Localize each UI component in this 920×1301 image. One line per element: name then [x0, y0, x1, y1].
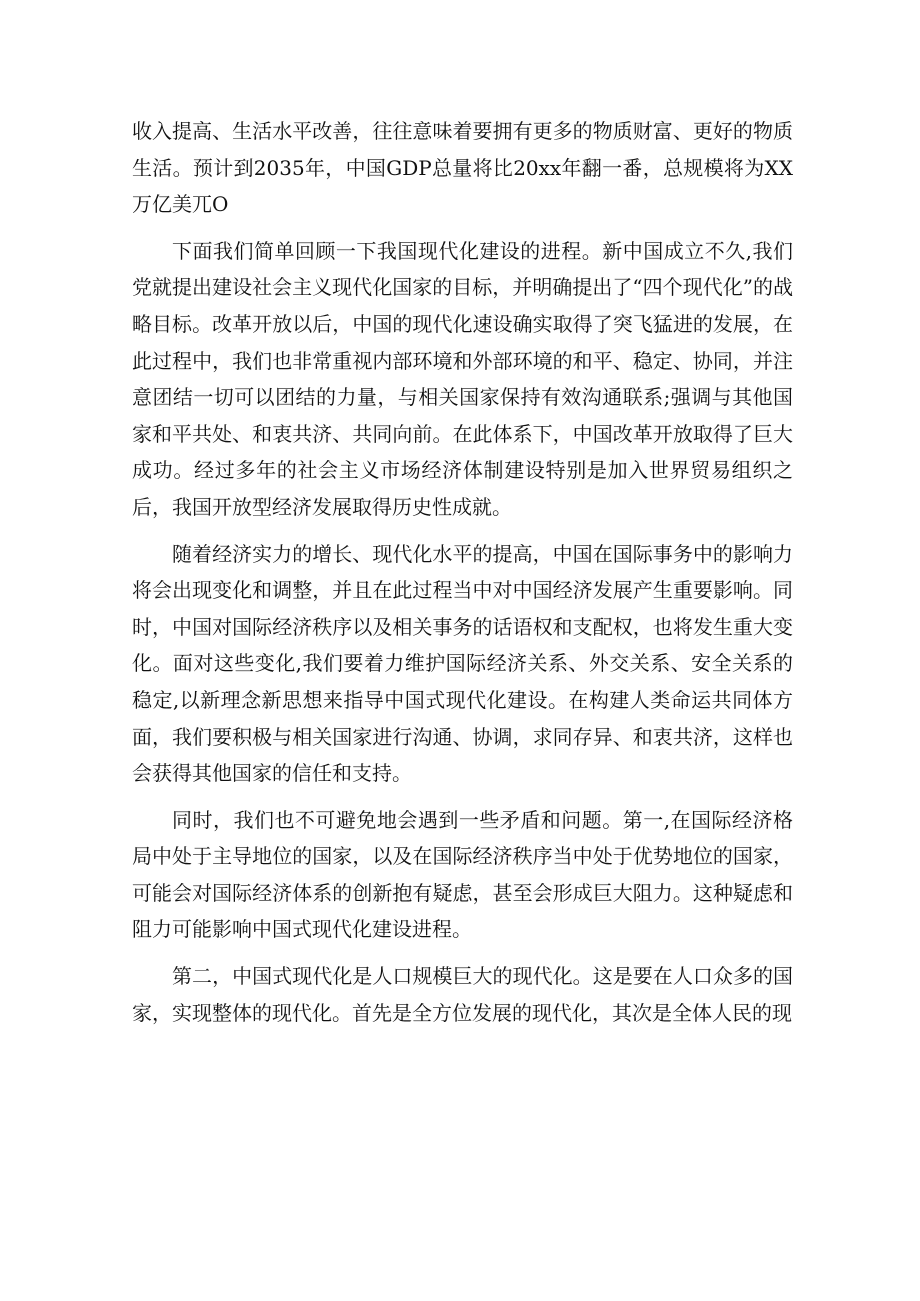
document-body — [132, 113, 793, 1041]
paragraph-international-influence: 随着经济实力的增长、现代化水平的提高，中国在国际事务中的影响力将会出现变化和调整，并且在此过程当中对中国经济发展产生重要影响。同时，中国对国际经济秩序以及相关事务的话语权和支配权，也将发生重大变化。面对这些变化,我们要着力维护国际经济关系、外交关系、安全关系的稳定,以新理念新思想来指导中国式现代化建设。在构建人类命运共同体方面，我们要积极与相关国家进行沟通、协调，求同存异、和衷共济，这样也会获得其他国家的信任和支持。 — [132, 541, 793, 786]
paragraph-contradictions-first: 同时，我们也不可避免地会遇到一些矛盾和问题。第一,在国际经济格局中处于主导地位的国家，以及在国际经济秩序当中处于优势地位的国家，可能会对国际经济体系的创新抱有疑虑，甚至会形成巨大阻力。这种疑虑和阻力可能影响中国式现代化建设进程。 — [132, 807, 793, 942]
paragraph-continuation: 收入提高、生活水平改善，往往意味着要拥有更多的物质财富、更好的物质生活。预计到2035年，中国GDP总量将比20xx年翻一番，总规模将为XX万亿美兀O — [132, 119, 793, 217]
paragraph-contradictions-second: 第二，中国式现代化是人口规模巨大的现代化。这是要在人口众多的国家，实现整体的现代化。首先是全方位发展的现代化，其次是全体人民的现 — [132, 964, 793, 1025]
paragraph-modernization-history: 下面我们简单回顾一下我国现代化建设的进程。新中国成立不久,我们党就提出建设社会主义现代化国家的目标，并明确提出了“四个现代化”的战略目标。改革开放以后，中国的现代化速设确实取得了突飞猛进的发展，在此过程中，我们也非常重视内部环境和外部环境的和平、稳定、协同，并注意团结一切可以团结的力量，与相关国家保持有效沟通联系;强调与其他国家和平共处、和衷共济、共同向前。在此体系下，中国改革开放取得了巨大成功。经过多年的社会主义市场经济体制建设特别是加入世界贸易组织之后，我国开放型经济发展取得历史性成就。 — [132, 238, 793, 519]
